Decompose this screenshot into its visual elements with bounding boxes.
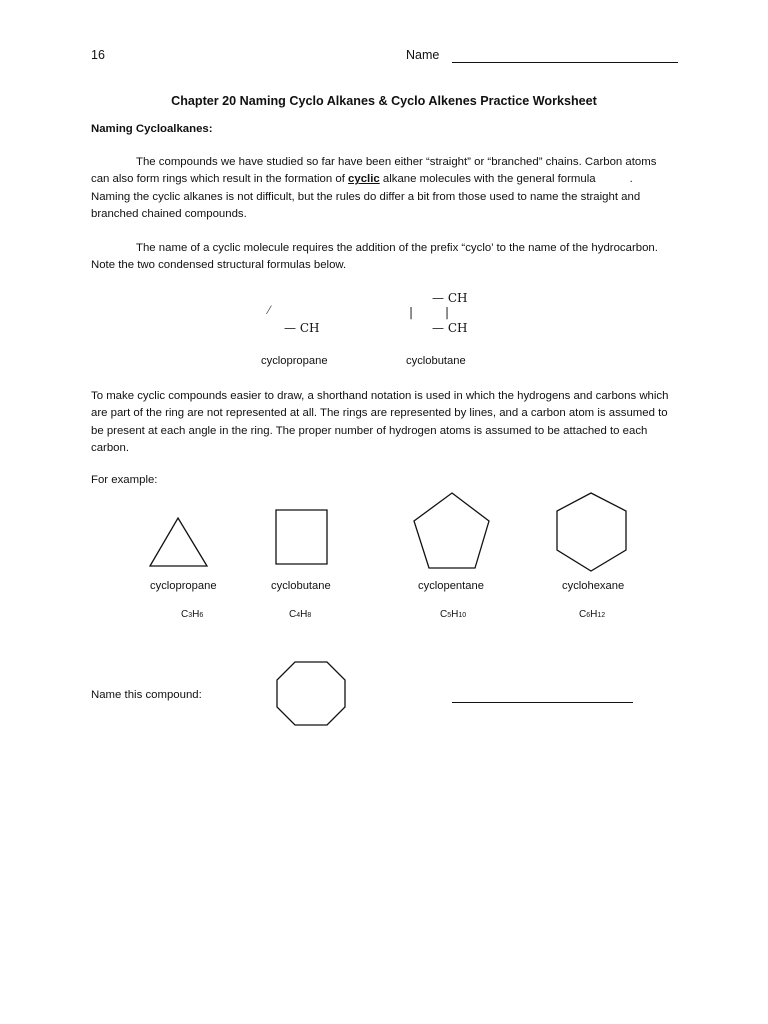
example-name-cyclopentane: cyclopentane: [418, 580, 484, 592]
paragraph-line: The compounds we have studied so far have been either “straight” or “branched” chains. Carbon atoms: [136, 156, 657, 168]
cyclopropane-label: cyclopropane: [261, 355, 328, 367]
paragraph-line: branched chained compounds.: [91, 207, 247, 220]
paragraph-line: be present at each angle in the ring. The proper number of hydrogen atoms is assumed to be attached to each: [91, 424, 648, 437]
formula-cyclobutane: [289, 609, 311, 620]
paragraph-line: The name of a cyclic molecule requires the addition of the prefix “cyclo’ to the name of the hydrocarbon.: [136, 242, 658, 254]
worksheet-title: Chapter 20 Naming Cyclo Alkanes & Cyclo Alkenes Practice Worksheet: [171, 94, 597, 108]
hexagon-ring: [557, 493, 626, 571]
text-segment: .: [629, 173, 633, 186]
cyclobutane-top-ch: — CH: [432, 291, 468, 305]
pentagon-ring: [414, 493, 489, 568]
formula-subscript: 10: [458, 612, 467, 619]
emphasized-word: cyclic: [348, 173, 380, 186]
formula-cyclohexane: [579, 609, 605, 620]
text-segment: alkane molecules with the general formula: [379, 173, 596, 186]
example-name-cyclopropane: cyclopropane: [150, 580, 217, 592]
paragraph-line: To make cyclic compounds easier to draw, a shorthand notation is used in which the hydrogens and carbons which: [91, 390, 669, 402]
question-label: Name this compound:: [91, 689, 202, 701]
for-example-label: For example:: [91, 474, 158, 486]
square-ring: [276, 510, 327, 564]
formula-element: H: [451, 609, 459, 620]
formula-element: C: [440, 609, 448, 620]
cyclobutane-bottom-ch: — CH: [432, 321, 468, 335]
formula-element: C: [181, 609, 189, 620]
formula-subscript: 3: [188, 612, 193, 619]
formula-subscript: 6: [199, 612, 204, 619]
formula-element: H: [590, 609, 598, 620]
cyclopropane-bond-slash: ⁄: [268, 304, 270, 317]
cyclobutane-vertical-bond: |: [445, 305, 450, 319]
section-heading: Naming Cycloalkanes:: [91, 123, 213, 135]
paragraph-line: are part of the ring are not represented at all. The rings are represented by lines, and a carbon atom is assumed to: [91, 407, 668, 420]
formula-subscript: 12: [597, 612, 606, 619]
paragraph-line: Naming the cyclic alkanes is not difficult, but the rules do differ a bit from those used to name the straight and: [91, 190, 641, 203]
formula-subscript: 5: [447, 612, 452, 619]
formula-subscript: 6: [586, 612, 591, 619]
cyclobutane-left-bond: |: [409, 305, 414, 319]
name-label: Name: [406, 48, 440, 62]
formula-cyclopentane: [440, 609, 466, 620]
paragraph-line: Note the two condensed structural formulas below.: [91, 259, 347, 272]
formula-element: H: [300, 609, 308, 620]
formula-element: H: [192, 609, 200, 620]
formula-subscript: 8: [307, 612, 312, 619]
example-name-cyclobutane: cyclobutane: [271, 580, 331, 592]
formula-element: C: [289, 609, 297, 620]
formula-cyclopropane: [181, 609, 203, 620]
text-segment: can also form rings which result in the formation of: [91, 173, 349, 186]
octagon-ring: [277, 662, 345, 725]
cyclobutane-label: cyclobutane: [406, 355, 466, 367]
formula-subscript: 4: [296, 612, 301, 619]
answer-input-line[interactable]: [452, 702, 633, 703]
cyclopropane-ch-group: — CH: [284, 321, 320, 335]
paragraph-line: carbon.: [91, 441, 129, 454]
formula-element: C: [579, 609, 587, 620]
triangle-ring: [150, 518, 207, 566]
page-number: 16: [91, 48, 105, 62]
example-name-cyclohexane: cyclohexane: [562, 580, 625, 592]
